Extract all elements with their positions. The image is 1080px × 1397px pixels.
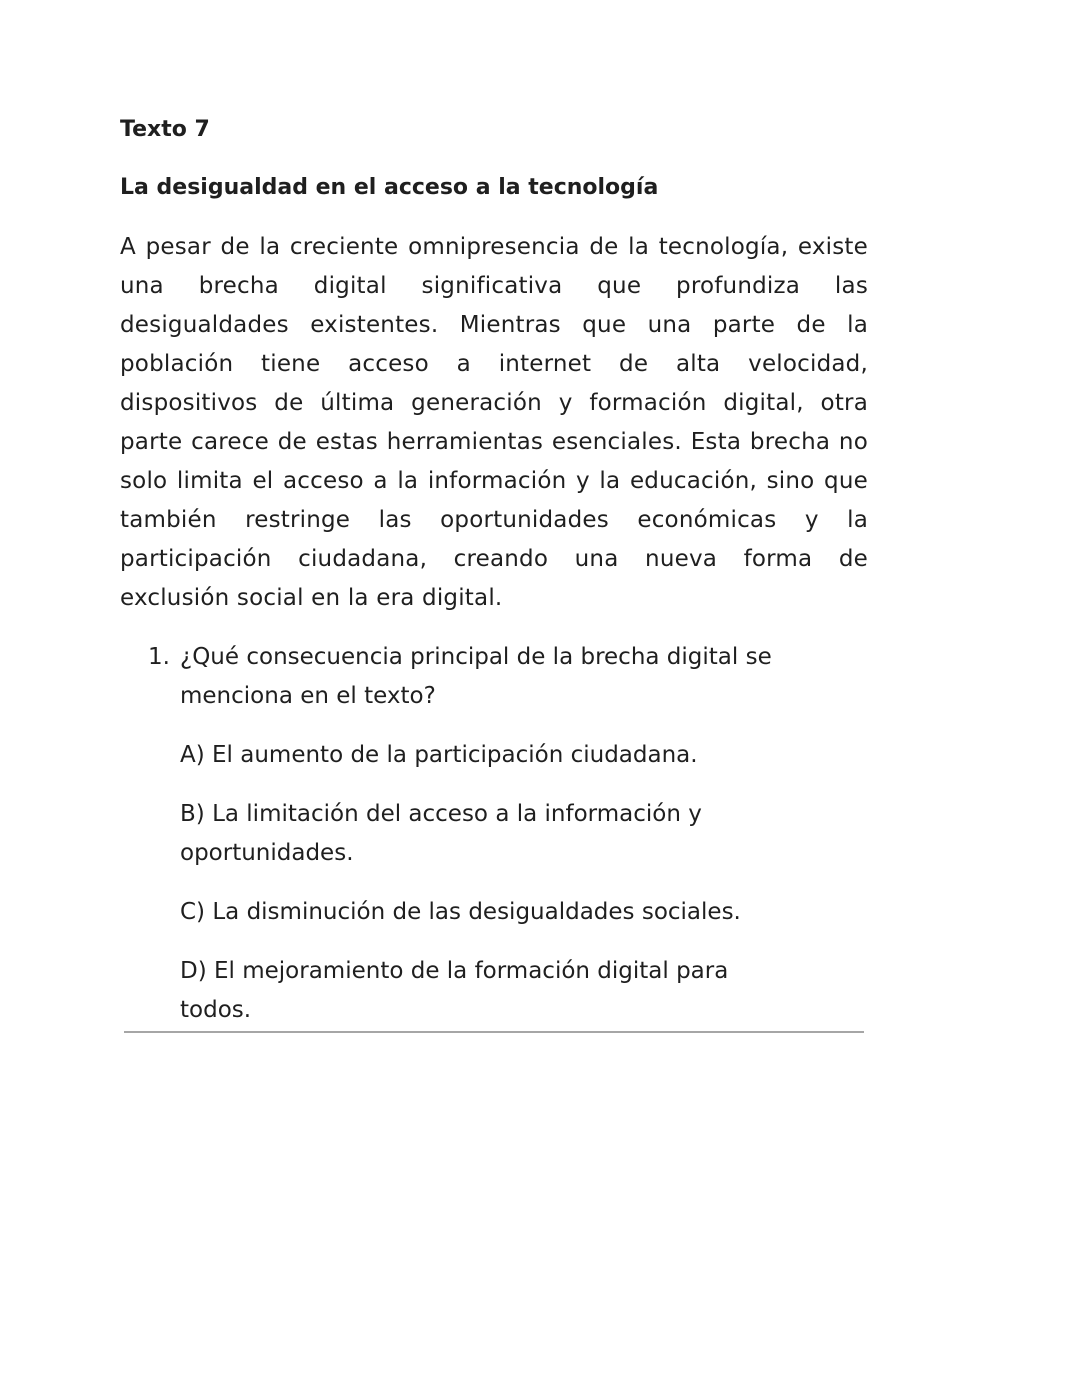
option-a: A) El aumento de la participación ciudadana. bbox=[180, 742, 698, 768]
option-c: C) La disminución de las desigualdades sociales. bbox=[180, 899, 741, 925]
horizontal-divider bbox=[124, 1031, 864, 1033]
body-paragraph: A pesar de la creciente omnipresencia de la tecnología, existe una brecha digital significativa que profundiza las desigualdades existentes. Mientras que una parte de la población tiene acceso a internet de alta velocidad, dispositivos de última generación y formación digital, otra parte carece de estas herramientas esenciales. Esta brecha no solo limita el acceso a la información y la educación, sino que también restringe las oportunidades económicas y la participación ciudadana, creando una nueva forma de exclusión social en la era digital. bbox=[120, 234, 868, 611]
question-list bbox=[120, 638, 868, 1030]
question-item bbox=[120, 638, 868, 1030]
question-text: ¿Qué consecuencia principal de la brecha digital se menciona en el texto? bbox=[180, 644, 772, 709]
document-title: La desigualdad en el acceso a la tecnología bbox=[120, 175, 659, 200]
document-page bbox=[120, 112, 868, 1050]
section-label: Texto 7 bbox=[120, 117, 210, 142]
question-number: 1. bbox=[148, 644, 170, 670]
option-b: B) La limitación del acceso a la información y oportunidades. bbox=[180, 801, 702, 866]
option-d: D) El mejoramiento de la formación digital para todos. bbox=[180, 958, 729, 1023]
